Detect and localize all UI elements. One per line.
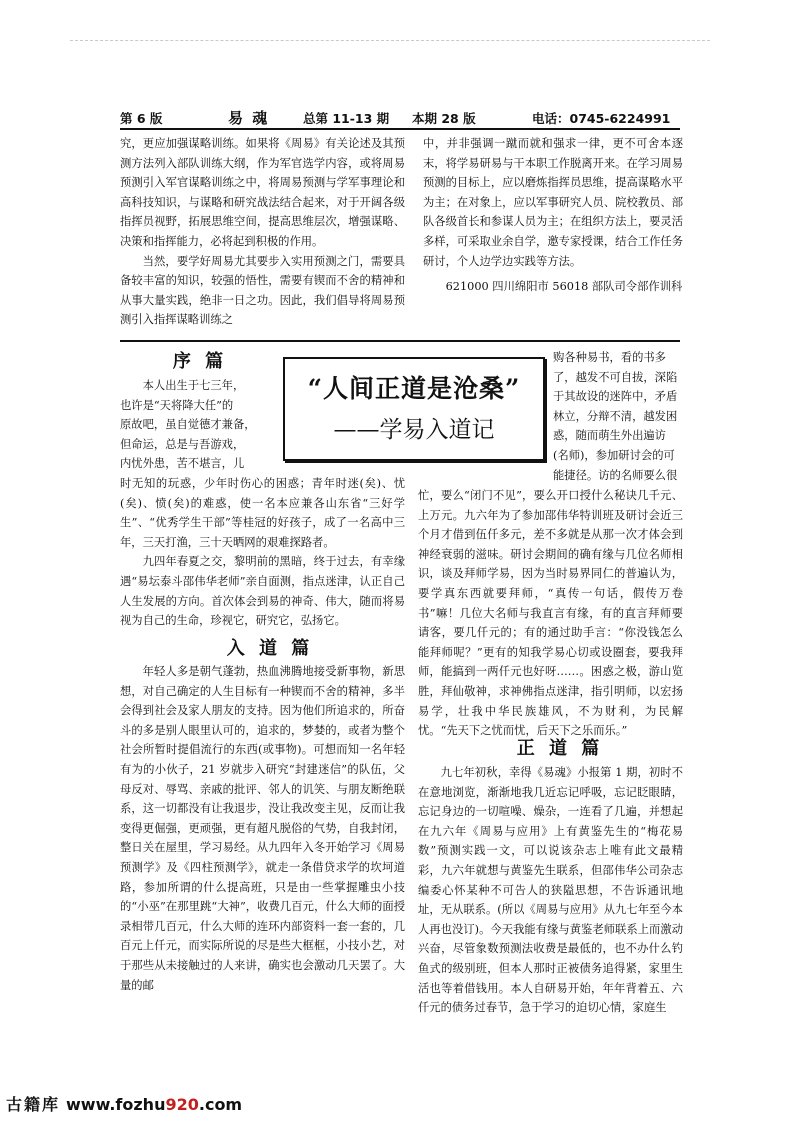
top-right-column xyxy=(423,134,683,297)
right-narrow-block xyxy=(553,348,683,485)
text-line: 购各种易书，看的书多 xyxy=(553,351,666,364)
article-title-box xyxy=(283,357,545,461)
top-left-column xyxy=(120,134,405,330)
page-header xyxy=(120,106,680,128)
text-line: 内忧外患，苦不堪言，儿 xyxy=(120,457,245,471)
paper-title: 易 魂 xyxy=(228,109,270,127)
article-title: “人间正道是沧桑” xyxy=(307,374,521,403)
text-line: 于其故设的迷阵中，矛盾 xyxy=(553,390,678,404)
section-heading-rudao: 入 道 篇 xyxy=(226,638,314,659)
paragraph: 当然，要学好周易尤其要步入实用预测之门，需要具备较丰富的知识，较强的悟性，需要有锲而不舍的精神和从事大量实践，绝非一日之功。因此，我们倡导将周易预测引入指挥谋略训练之 xyxy=(120,254,405,327)
page-number: 第 6 版 xyxy=(120,111,163,126)
scan-edge-marks xyxy=(70,40,710,53)
article-subtitle: ——学易入道记 xyxy=(333,417,495,443)
zhengdao-body xyxy=(418,763,683,1018)
text-line: 也许是“天将降大任”的 xyxy=(120,398,234,412)
text-line: 但命运，总是与吾游戏， xyxy=(120,437,245,451)
text-line: 本人出生于七三年， xyxy=(142,379,245,392)
text-line: 林立，分辩不清，越发困 xyxy=(553,409,678,423)
paragraph: 九四年春夏之交，黎明前的黑暗，终于过去，有幸缘遇“易坛泰斗邵伟华老师”亲自面测，指点迷津，认正自己人生发展的方向。首次体会到易的神奇、伟大，随而将易视为自己的生命，珍视它，研究它，弘扬它。 xyxy=(120,555,405,628)
paragraph: 究，更应加强谋略训练。如果将《周易》有关论述及其预测方法列入部队训练大纲，作为军官选学内容，或将周易预测引入军官谋略训练之中，将周易预测与学军事理论和高科技知识，与谋略和研究战法结合起来，对于开阔各级指挥员视野，拓展思维空间，提高思维层次，增强谋略、决策和指挥能力，必将起到积极的作用。 xyxy=(120,137,405,248)
text-line: 能捷径。访的名师要么很 xyxy=(553,468,678,482)
rudao-body xyxy=(120,662,405,995)
paragraph: 九七年初秋，幸得《易魂》小报第 1 期，初时不在意地浏览，渐渐地我几近忘记呼吸，忘记眨眼睛，忘记身边的一切喧噪、燥杂，一连看了几遍，并想起在九六年《周易与应用》上有黄鉴先生的“梅花易数”预测实践一文，可以说该杂志上唯有此文最精彩，九六年就想与黄鉴先生联系，但邵伟华公司杂志编委心怀某种不可告人的狭隘思想，不告诉通讯地址，无从联系。(所以《周易与应用》从九七年至今本人再也没订)。今天我能有缘与黄鉴老师联系上而激动兴奋，尽管象数预测法收费是最低的，也不办什么钓鱼式的级别班，但本人那时正被债务追得紧，家里生活也等着借钱用。本人自研易开始，年年背着五、六仟元的债务过春节，急于学习的迫切心情，家庭生 xyxy=(418,766,683,1015)
text-line: 原故吧，虽自觉德才兼备， xyxy=(120,418,256,432)
section-heading-xu: 序 篇 xyxy=(172,351,228,372)
site-name: 古籍库 xyxy=(6,1095,61,1114)
author-address: 621000 四川绵阳市 56018 部队司令部作训科 xyxy=(445,280,683,294)
site-url: www.fozhu920.com xyxy=(66,1095,243,1114)
text-line: 惑，随而萌生外出遍访 xyxy=(553,429,666,443)
header-rule xyxy=(120,128,680,130)
article-divider xyxy=(120,340,680,342)
text-line: (名师)，参加研讨会的可 xyxy=(553,448,675,462)
paragraph: 中，并非强调一蹴而就和强求一律，更不可舍本逐末，将学易研易与干本职工作脱离开来。在学习周易预测的目标上，应以磨炼指挥员思维，提高谋略水平为主；在对象上，应以军事研究人员、院校教员、部队各级首长和参谋人员为主；在组织方法上，要灵活多样，可采取业余自学，邀专家授课，结合工作任务研讨，个人边学边实践等方法。 xyxy=(423,137,683,268)
xu-body xyxy=(120,474,405,631)
issue-total: 总第 11-13 期 xyxy=(303,111,390,126)
issue-current: 本期 28 版 xyxy=(412,111,476,126)
paragraph: 时无知的玩惑，少年时伤心的困惑；青年时迷(矣)、忧(矣)、愤(矣)的难惑，使一名本应兼各山东省“三好学生”、“优秀学生干部”等桂冠的好孩子，成了一名高中三年，三天打渔，三十天晒网的艰难探路者。 xyxy=(120,477,405,549)
phone-number: 电话：0745-6224991 xyxy=(532,111,671,126)
paragraph: 年轻人多是朝气蓬勃，热血沸腾地接受新事物，新思想，对自己确定的人生目标有一种锲而不舍的精神，多半会得到社会及家人朋友的支持。因为他们所追求的，所奋斗的多是别人眼里认可的，追求的，梦婪的，或者为整个社会所暂时提倡流行的东西(或事物)。可想而知一名年轻有为的小伙子，21 岁就步入研究“封建迷信”的队伍，父母反对、辱骂、亲戚的批评、邻人的讥笑、与朋友断绝联系，这一切都没有让我退步，没让我改变主见，反而让我变得更倔强，更顽强，更有超凡脱俗的气势，自我封闭，整日关在屋里，学习易经。从九四年入冬开始学习《周易预测学》及《四柱预测学》，就走一条借贷求学的坎坷道路，参加所谓的什么提高班，只是由一些掌握雕虫小技的“小巫”在那里跳“大神”，收费几百元，什么大师的面授录相带几百元，什么大师的连环内部资料一套一套的，几百元上仟元，而实际所说的尽是些大框框，小技小艺，对于那些从未接触过的人来讲，确实也会激动几天罢了。大量的邮 xyxy=(120,665,405,992)
right-body xyxy=(418,486,683,741)
watermark-footer xyxy=(6,1092,242,1115)
text-line: 了，越发不可自拔，深陷 xyxy=(553,370,678,384)
paragraph: 忙，要么“闭门不见”，要么开口授什么秘诀几千元、上万元。九六年为了参加邵伟华特训班及研讨会近三个月才借到伍仟多元，差不多就是从那一次才体会到神经衰弱的滋味。研讨会期间的确有缘与几位名师相识，谈及拜师学易，因为当时易界同仁的普遍认为，要学真东西就要拜师，“真传一句话，假传万卷书”嘛！几位大名师与我直言有缘，有的直言拜师要请客，要几仟元的；有的通过助手言：“你没钱怎么能拜师呢？”更有的知我学易心切或设圈套，要我拜师，能搞到一两仟元也好呀……。困惑之极，游山览胜，拜仙敬神，求神佛指点迷津，指引明师，以宏扬易学，壮我中华民族雄风，不为财利，为民解忧。“先天下之忧而忧，后天下之乐而乐。” xyxy=(418,489,683,738)
section-heading-zhengdao: 正 道 篇 xyxy=(516,738,604,759)
xu-narrow-block xyxy=(120,376,278,474)
